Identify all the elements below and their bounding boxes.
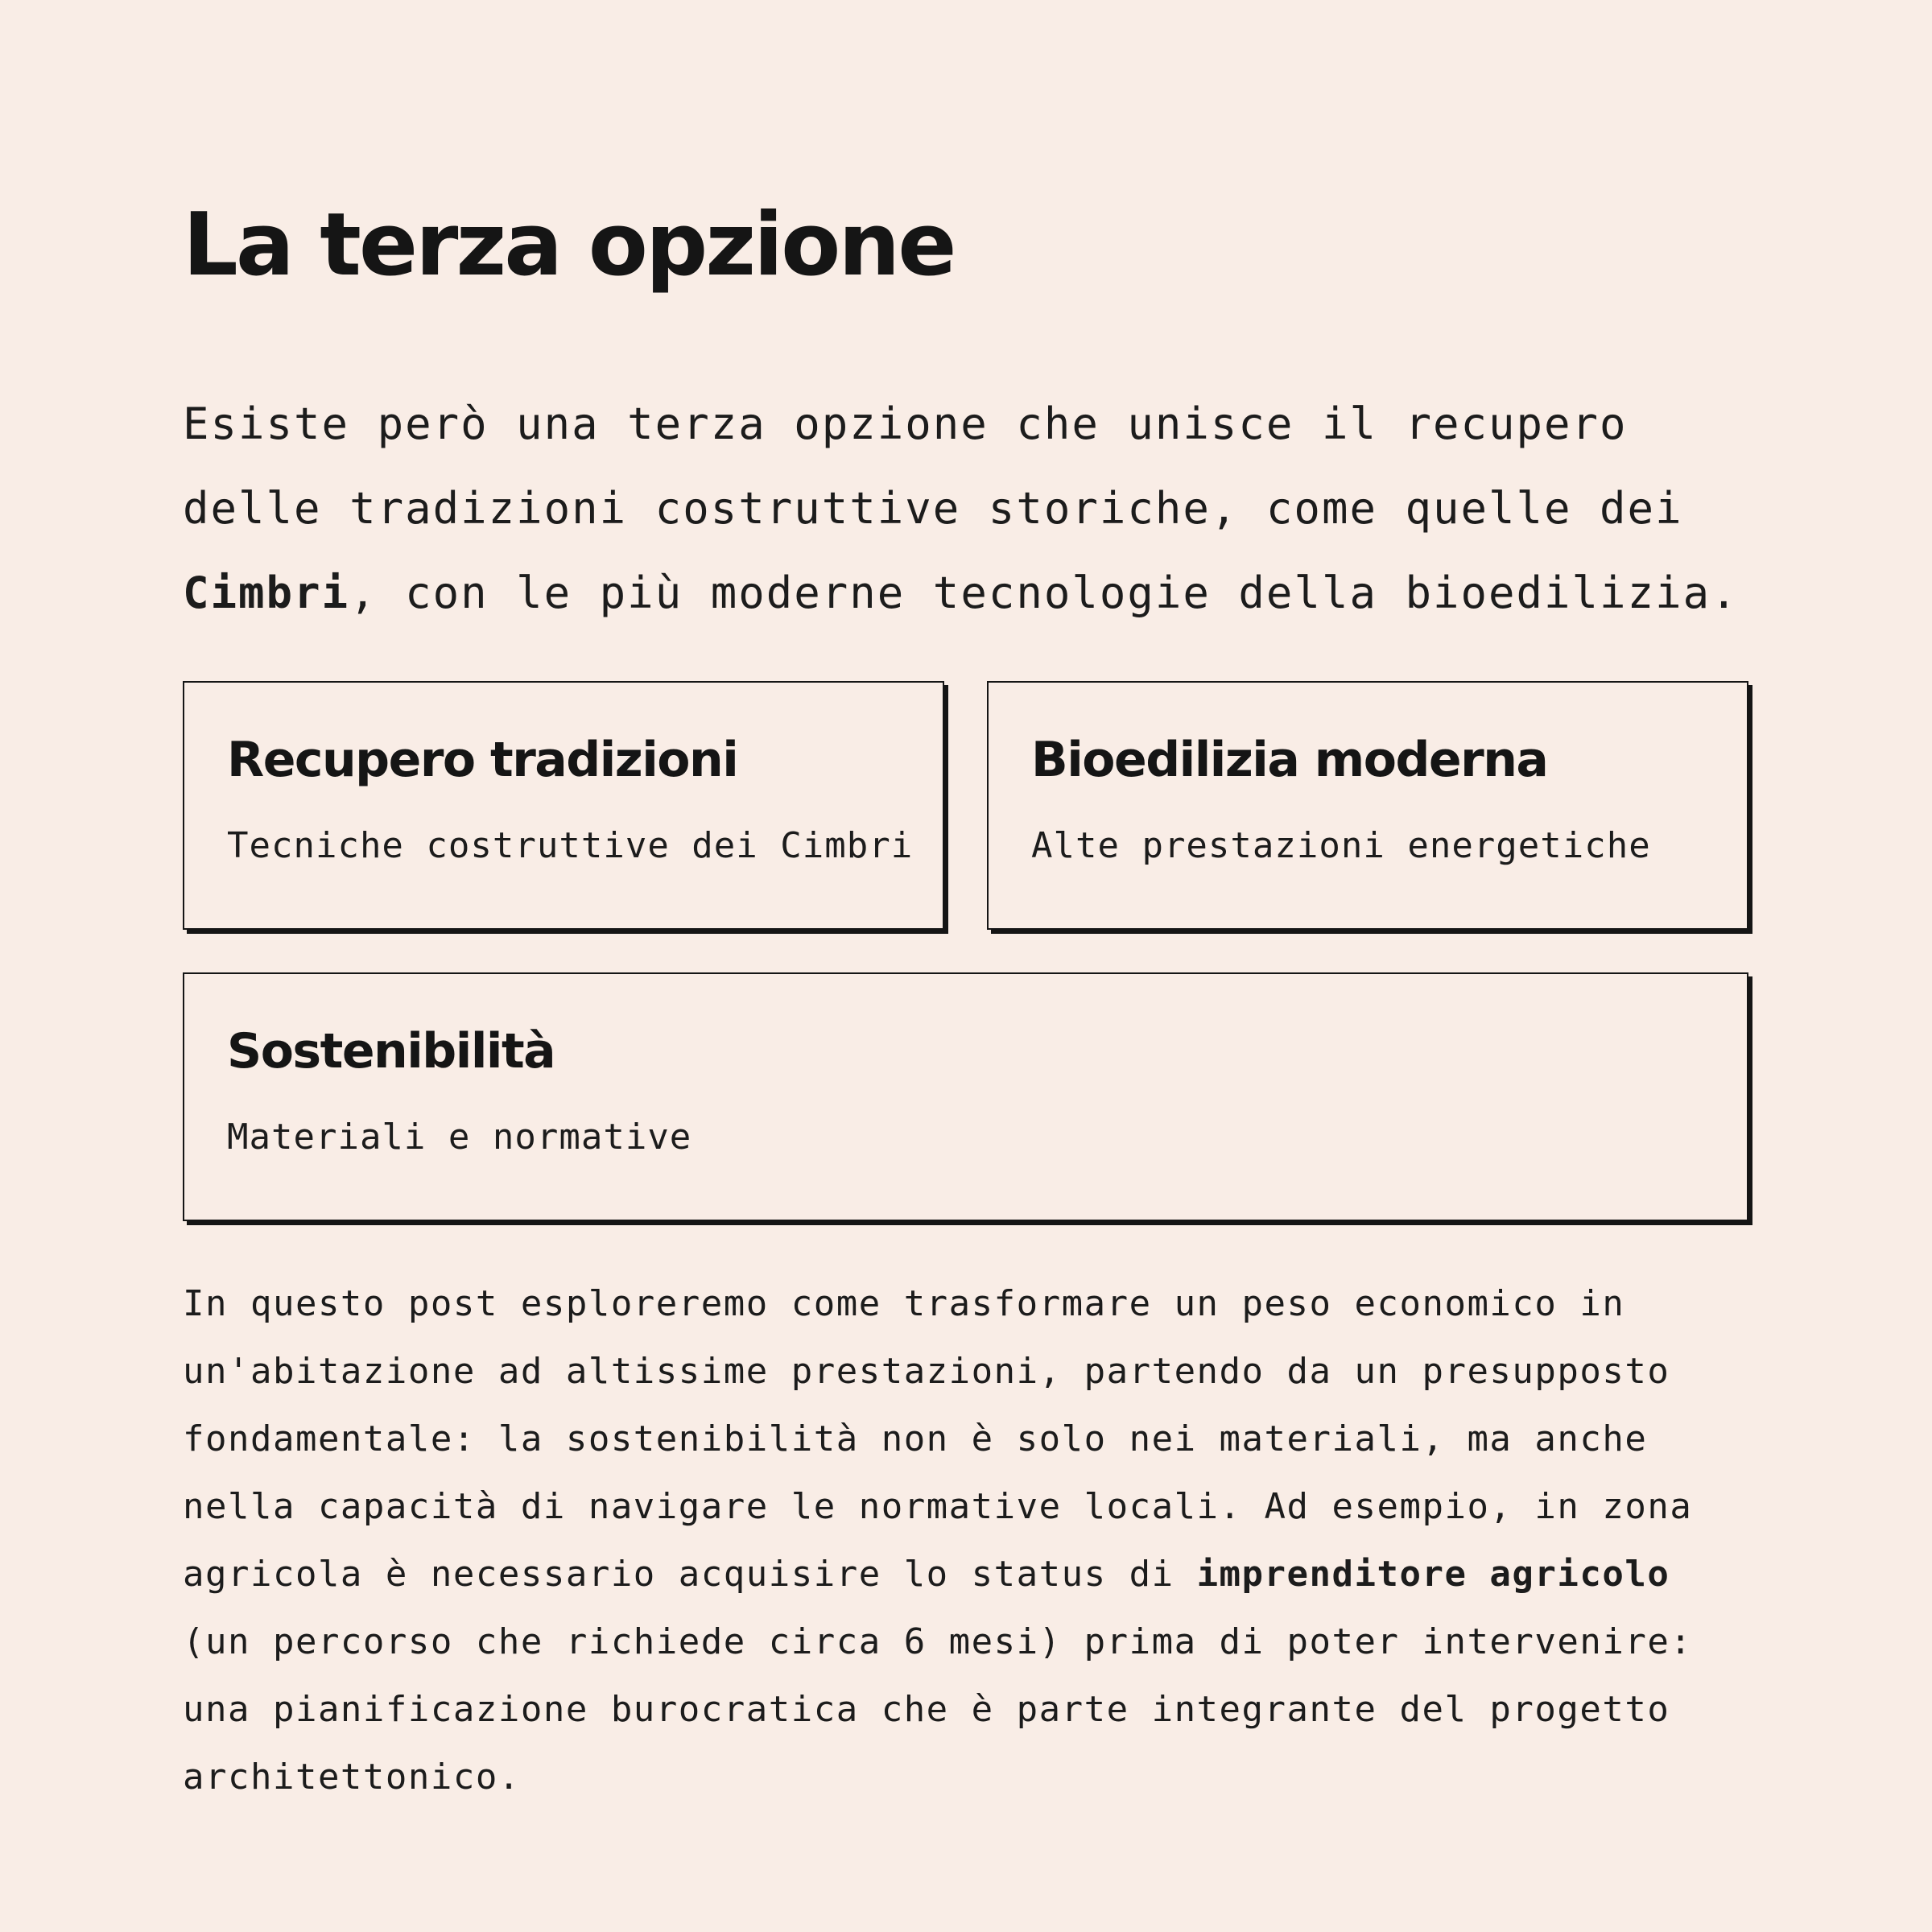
card-recupero-tradizioni	[183, 681, 944, 930]
card-subtitle: Alte prestazioni energetiche	[1031, 825, 1651, 866]
card-subtitle: Materiali e normative	[227, 1117, 692, 1158]
card-title: Bioedilizia moderna	[1031, 732, 1548, 788]
body-text-start: In questo post esploreremo come trasformare un peso economico in un'abitazione ad altissime prestazioni, partendo da un presupposto fondamentale: la sostenibilità non è solo nei materiali, ma anche nella capacità di navigare le normative locali. Ad esempio, in zona agricola è necessario acquisire lo status di	[183, 1283, 1693, 1595]
intro-paragraph	[183, 382, 1752, 635]
body-highlight-imprenditore: imprenditore agricolo	[1196, 1554, 1670, 1595]
body-text-end: (un percorso che richiede circa 6 mesi) prima di poter intervenire: una pianificazione burocratica che è parte integrante del progetto architettonico.	[183, 1621, 1693, 1798]
intro-highlight-cimbri: Cimbri	[183, 568, 350, 618]
card-title: Sostenibilità	[227, 1023, 555, 1080]
card-subtitle: Tecniche costruttive dei Cimbri	[227, 825, 914, 866]
intro-text-start: Esiste però una terza opzione che unisce il recupero delle tradizioni costruttive storiche, come quelle dei	[183, 398, 1683, 534]
card-title: Recupero tradizioni	[227, 732, 738, 788]
card-sostenibilita	[183, 972, 1748, 1221]
intro-text-end: , con le più moderne tecnologie della bioedilizia.	[349, 568, 1739, 618]
card-bioedilizia-moderna	[987, 681, 1748, 930]
page-title: La terza opzione	[183, 195, 955, 295]
body-paragraph	[183, 1270, 1752, 1811]
